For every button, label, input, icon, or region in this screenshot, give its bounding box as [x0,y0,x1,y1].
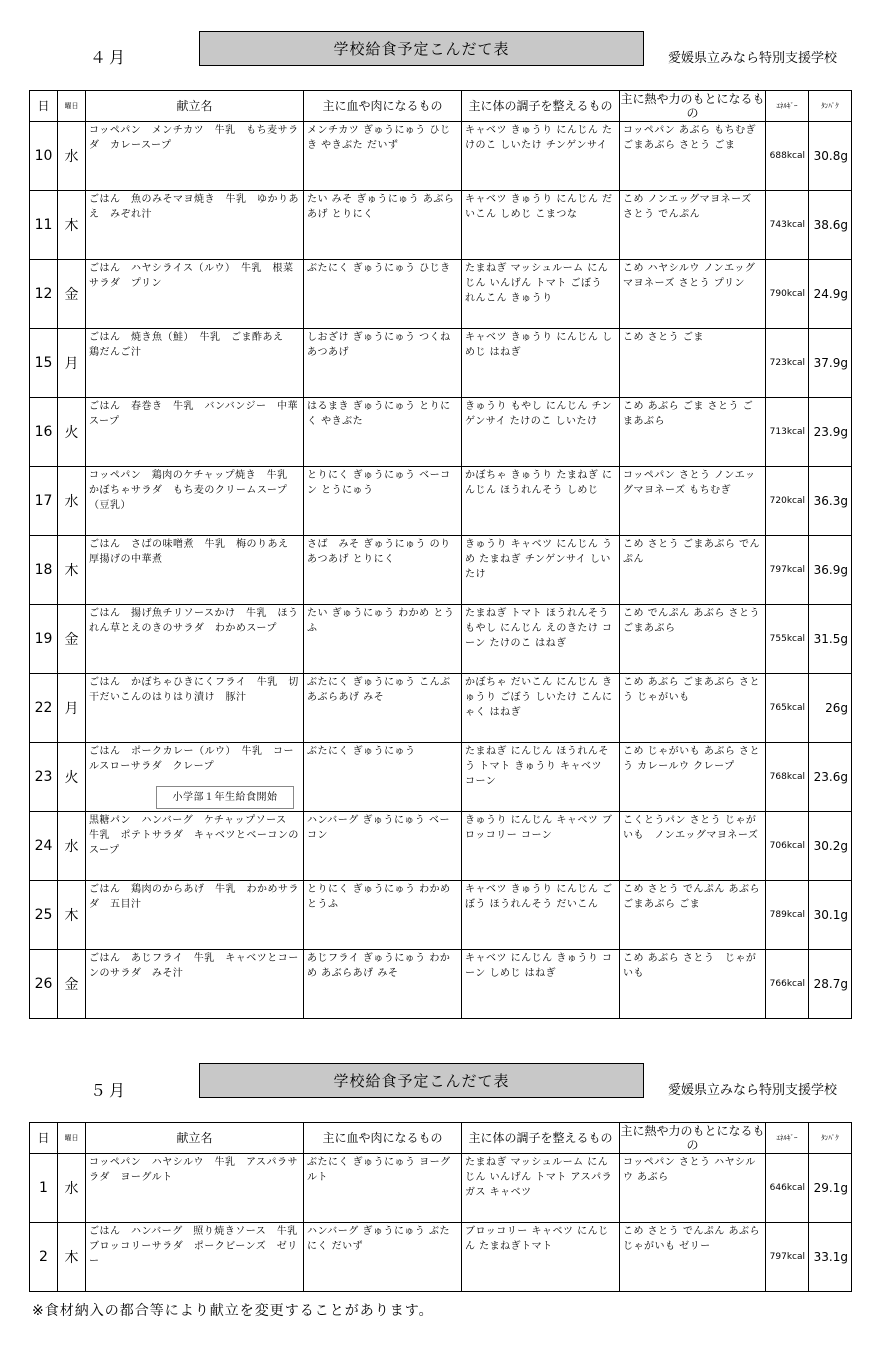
day-cell: 18 [30,536,58,605]
protein-grams-cell: 33.1g [809,1223,852,1292]
protein-grams-cell: 23.6g [809,743,852,812]
energy-foods-cell: こめ さとう ごまあぶら でんぷん [620,536,766,605]
may-school-name: 愛媛県立みなら特別支援学校 [668,1083,838,1098]
protein-grams-cell: 38.6g [809,191,852,260]
header-regulate: 主に体の調子を整えるもの [462,1123,620,1154]
menu-row [30,950,852,1019]
header-protein-g: ﾀﾝﾊﾟｸ [809,1123,852,1154]
protein-foods-cell: ぶたにく ぎゅうにゅう こんぶ あぶらあげ みそ [304,674,462,743]
may-menu-table [29,1122,852,1292]
april-title: 学校給食予定こんだて表 [199,31,644,66]
header-protein: 主に血や肉になるもの [304,91,462,122]
protein-grams-cell: 36.3g [809,467,852,536]
menu-row [30,1223,852,1292]
protein-grams-cell: 24.9g [809,260,852,329]
energy-foods-cell: コッペパン さとう ノンエッグマヨネーズ もちむぎ [620,467,766,536]
menu-name-cell [86,398,304,467]
protein-foods-cell: さば みそ ぎゅうにゅう のり あつあげ とりにく [304,536,462,605]
menu-name-text: ごはん 揚げ魚チリソースかけ 牛乳 ほうれん草とえのきのサラダ わかめスープ [89,608,299,634]
day-cell: 24 [30,812,58,881]
menu-name-text: ごはん 春巻き 牛乳 バンバンジー 中華スープ [89,401,299,427]
regulating-foods-cell: たまねぎ トマト ほうれんそう もやし にんじん えのきたけ コーン たけのこ はねぎ [462,605,620,674]
regulating-foods-cell: かぼちゃ きゅうり たまねぎ にんじん ほうれんそう しめじ [462,467,620,536]
menu-name-cell [86,1154,304,1223]
day-cell: 25 [30,881,58,950]
energy-foods-cell: こめ じゃがいも あぶら さとう カレールウ クレープ [620,743,766,812]
menu-name-text: ごはん 鶏肉のからあげ 牛乳 わかめサラダ 五目汁 [89,884,299,910]
energy-kcal-cell: 797kcal [766,536,809,605]
energy-kcal-cell: 789kcal [766,881,809,950]
protein-foods-cell: ぶたにく ぎゅうにゅう ヨーグルト [304,1154,462,1223]
day-cell: 15 [30,329,58,398]
regulating-foods-cell: キャベツ きゅうり にんじん たけのこ しいたけ チンゲンサイ [462,122,620,191]
menu-row [30,881,852,950]
regulating-foods-cell: かぼちゃ だいこん にんじん きゅうり ごぼう しいたけ こんにゃく はねぎ [462,674,620,743]
menu-row [30,674,852,743]
regulating-foods-cell: キャベツ にんじん きゅうり コーン しめじ はねぎ [462,950,620,1019]
menu-name-text: 黒糖パン ハンバーグ ケチャップソース 牛乳 ポテトサラダ キャベツとベーコンのスープ [89,815,299,856]
april-month-label: ４月 [90,48,129,67]
energy-kcal-cell: 713kcal [766,398,809,467]
menu-name-cell [86,329,304,398]
protein-foods-cell: ハンバーグ ぎゅうにゅう ベーコン [304,812,462,881]
header-protein: 主に血や肉になるもの [304,1123,462,1154]
protein-foods-cell: あじフライ ぎゅうにゅう わかめ あぶらあげ みそ [304,950,462,1019]
regulating-foods-cell: きゅうり キャベツ にんじん うめ たまねぎ チンゲンサイ しいたけ [462,536,620,605]
energy-kcal-cell: 688kcal [766,122,809,191]
menu-name-text: ごはん 魚のみそマヨ焼き 牛乳 ゆかりあえ みぞれ汁 [89,194,299,220]
energy-foods-cell: コッペパン さとう ハヤシルウ あぶら [620,1154,766,1223]
menu-row [30,1154,852,1223]
weekday-cell: 木 [58,881,86,950]
day-cell: 10 [30,122,58,191]
menu-row [30,536,852,605]
menu-name-cell [86,812,304,881]
header-day: 日 [30,91,58,122]
menu-name-cell [86,467,304,536]
menu-row [30,329,852,398]
weekday-cell: 金 [58,605,86,674]
header-day: 日 [30,1123,58,1154]
energy-kcal-cell: 723kcal [766,329,809,398]
weekday-cell: 火 [58,743,86,812]
menu-row [30,191,852,260]
menu-name-cell [86,122,304,191]
header-weekday: 曜日 [58,91,86,122]
menu-row [30,743,852,812]
energy-foods-cell: こめ さとう ごま [620,329,766,398]
header-energy: 主に熱や力のもとになるもの [620,92,765,120]
energy-foods-cell: こめ あぶら ごまあぶら さとう じゃがいも [620,674,766,743]
protein-foods-cell: ハンバーグ ぎゅうにゅう ぶたにく だいず [304,1223,462,1292]
day-cell: 11 [30,191,58,260]
day-cell: 19 [30,605,58,674]
weekday-cell: 水 [58,1154,86,1223]
header-weekday: 曜日 [58,1123,86,1154]
protein-grams-cell: 28.7g [809,950,852,1019]
energy-foods-cell: こめ ノンエッグマヨネーズ さとう でんぷん [620,191,766,260]
energy-kcal-cell: 790kcal [766,260,809,329]
day-cell: 16 [30,398,58,467]
april-header-row [30,91,852,122]
weekday-cell: 木 [58,536,86,605]
header-menu: 献立名 [86,91,304,122]
protein-grams-cell: 29.1g [809,1154,852,1223]
menu-name-cell [86,536,304,605]
menu-name-cell [86,191,304,260]
header-energy: 主に熱や力のもとになるもの [620,1124,765,1152]
protein-foods-cell: とりにく ぎゅうにゅう ベーコン とうにゅう [304,467,462,536]
regulating-foods-cell: ブロッコリー キャベツ にんじん たまねぎトマト [462,1223,620,1292]
protein-grams-cell: 23.9g [809,398,852,467]
menu-name-cell [86,1223,309,1292]
menu-name-text: ごはん ポークカレー（ルウ） 牛乳 コールスローサラダ クレープ [89,746,294,772]
protein-grams-cell: 30.8g [809,122,852,191]
regulating-foods-cell: たまねぎ マッシュルーム にんじん いんげん トマト ごぼう れんこん きゅうり [462,260,620,329]
header-protein-g: ﾀﾝﾊﾟｸ [809,91,852,122]
energy-kcal-cell: 755kcal [766,605,809,674]
april-school-name: 愛媛県立みなら特別支援学校 [668,51,838,66]
menu-name-text: コッペパン メンチカツ 牛乳 もち麦サラダ カレースープ [89,125,299,151]
regulating-foods-cell: キャベツ きゅうり にんじん ごぼう ほうれんそう だいこん [462,881,620,950]
weekday-cell: 火 [58,398,86,467]
header-kcal: ｴﾈﾙｷﾞｰ [766,91,809,122]
energy-kcal-cell: 646kcal [766,1154,809,1223]
weekday-cell: 水 [58,122,86,191]
protein-foods-cell: ぶたにく ぎゅうにゅう [304,743,462,812]
menu-name-text: ごはん 焼き魚（鮭） 牛乳 ごま酢あえ 鶏だんご汁 [89,332,294,358]
energy-kcal-cell: 720kcal [766,467,809,536]
protein-foods-cell: たい みそ ぎゅうにゅう あぶらあげ とりにく [304,191,462,260]
weekday-cell: 月 [58,329,86,398]
day-cell: 26 [30,950,58,1019]
menu-name-text: ごはん かぼちゃひきにくフライ 牛乳 切干だいこんのはりはり漬け 豚汁 [89,677,299,703]
menu-name-text: コッペパン 鶏肉のケチャップ焼き 牛乳 かぼちゃサラダ もち麦のクリームスープ（豆乳） [89,470,299,511]
menu-name-text: ごはん ハヤシライス（ルウ） 牛乳 根菜サラダ プリン [89,263,294,289]
energy-foods-cell: コッペパン あぶら もちむぎ ごまあぶら さとう ごま [620,122,766,191]
protein-grams-cell: 30.2g [809,812,852,881]
menu-row [30,398,852,467]
regulating-foods-cell: たまねぎ マッシュルーム にんじん いんげん トマト アスパラガス キャベツ [462,1154,620,1223]
day-cell: 23 [30,743,58,812]
footnote: ※食材納入の都合等により献立を変更することがあります。 [32,1303,434,1319]
energy-kcal-cell: 765kcal [766,674,809,743]
weekday-cell: 金 [58,950,86,1019]
menu-row [30,122,852,191]
protein-foods-cell: しおざけ ぎゅうにゅう つくね あつあげ [304,329,462,398]
header-kcal: ｴﾈﾙｷﾞｰ [766,1123,809,1154]
protein-foods-cell: はるまき ぎゅうにゅう とりにく やきぶた [304,398,462,467]
protein-grams-cell: 31.5g [809,605,852,674]
header-menu: 献立名 [86,1123,304,1154]
menu-name-cell [86,743,304,812]
energy-foods-cell: こくとうパン さとう じゃがいも ノンエッグマヨネーズ [620,812,766,881]
day-cell: 22 [30,674,58,743]
energy-kcal-cell: 743kcal [766,191,809,260]
menu-name-cell [86,260,304,329]
menu-row [30,605,852,674]
protein-foods-cell: ぶたにく ぎゅうにゅう ひじき [304,260,462,329]
menu-row [30,467,852,536]
menu-row [30,260,852,329]
energy-foods-cell: こめ あぶら ごま さとう ごまあぶら [620,398,766,467]
protein-foods-cell: たい ぎゅうにゅう わかめ とうふ [304,605,462,674]
may-month-label: ５月 [90,1081,129,1100]
energy-foods-cell: こめ でんぷん あぶら さとう ごまあぶら [620,605,766,674]
menu-name-cell [86,674,304,743]
header-regulate: 主に体の調子を整えるもの [462,91,620,122]
menu-row [30,812,852,881]
weekday-cell: 木 [58,1223,86,1292]
may-title: 学校給食予定こんだて表 [199,1063,644,1098]
weekday-cell: 金 [58,260,86,329]
notice-label: 小学部１年生給食開始 [156,786,294,809]
menu-name-cell [86,881,304,950]
energy-foods-cell: こめ さとう でんぷん あぶら じゃがいも ゼリー [620,1223,766,1292]
weekday-cell: 水 [58,812,86,881]
day-cell: 1 [30,1154,58,1223]
regulating-foods-cell: キャベツ きゅうり にんじん だいこん しめじ こまつな [462,191,620,260]
regulating-foods-cell: キャベツ きゅうり にんじん しめじ はねぎ [462,329,620,398]
weekday-cell: 月 [58,674,86,743]
day-cell: 17 [30,467,58,536]
regulating-foods-cell: たまねぎ にんじん ほうれんそう トマト きゅうり キャベツ コーン [462,743,620,812]
regulating-foods-cell: きゅうり もやし にんじん チンゲンサイ たけのこ しいたけ [462,398,620,467]
energy-foods-cell: こめ さとう でんぷん あぶら ごまあぶら ごま [620,881,766,950]
energy-kcal-cell: 797kcal [766,1223,809,1292]
regulating-foods-cell: きゅうり にんじん キャベツ ブロッコリー コーン [462,812,620,881]
energy-kcal-cell: 768kcal [766,743,809,812]
menu-name-text: ごはん あじフライ 牛乳 キャベツとコーンのサラダ みそ汁 [89,953,299,979]
menu-name-text: ごはん ハンバーグ 照り焼きソース 牛乳 ブロッコリーサラダ ポークビーンズ ゼリー [89,1226,309,1267]
menu-name-cell [86,950,304,1019]
energy-foods-cell: こめ ハヤシルウ ノンエッグマヨネーズ さとう プリン [620,260,766,329]
energy-foods-cell: こめ あぶら さとう じゃがいも [620,950,766,1019]
day-cell: 2 [30,1223,58,1292]
day-cell: 12 [30,260,58,329]
protein-grams-cell: 36.9g [809,536,852,605]
menu-name-text: コッペパン ハヤシルウ 牛乳 アスパラサラダ ヨーグルト [89,1157,299,1183]
energy-kcal-cell: 766kcal [766,950,809,1019]
protein-foods-cell: メンチカツ ぎゅうにゅう ひじき やきぶた だいず [304,122,462,191]
may-header-row [30,1123,852,1154]
protein-grams-cell: 26g [809,674,852,743]
menu-name-cell [86,605,304,674]
protein-foods-cell: とりにく ぎゅうにゅう わかめ とうふ [304,881,462,950]
april-menu-table [29,90,852,1019]
weekday-cell: 木 [58,191,86,260]
protein-grams-cell: 30.1g [809,881,852,950]
weekday-cell: 水 [58,467,86,536]
protein-grams-cell: 37.9g [809,329,852,398]
menu-name-text: ごはん さばの味噌煮 牛乳 梅のりあえ 厚揚げの中華煮 [89,539,299,565]
energy-kcal-cell: 706kcal [766,812,809,881]
